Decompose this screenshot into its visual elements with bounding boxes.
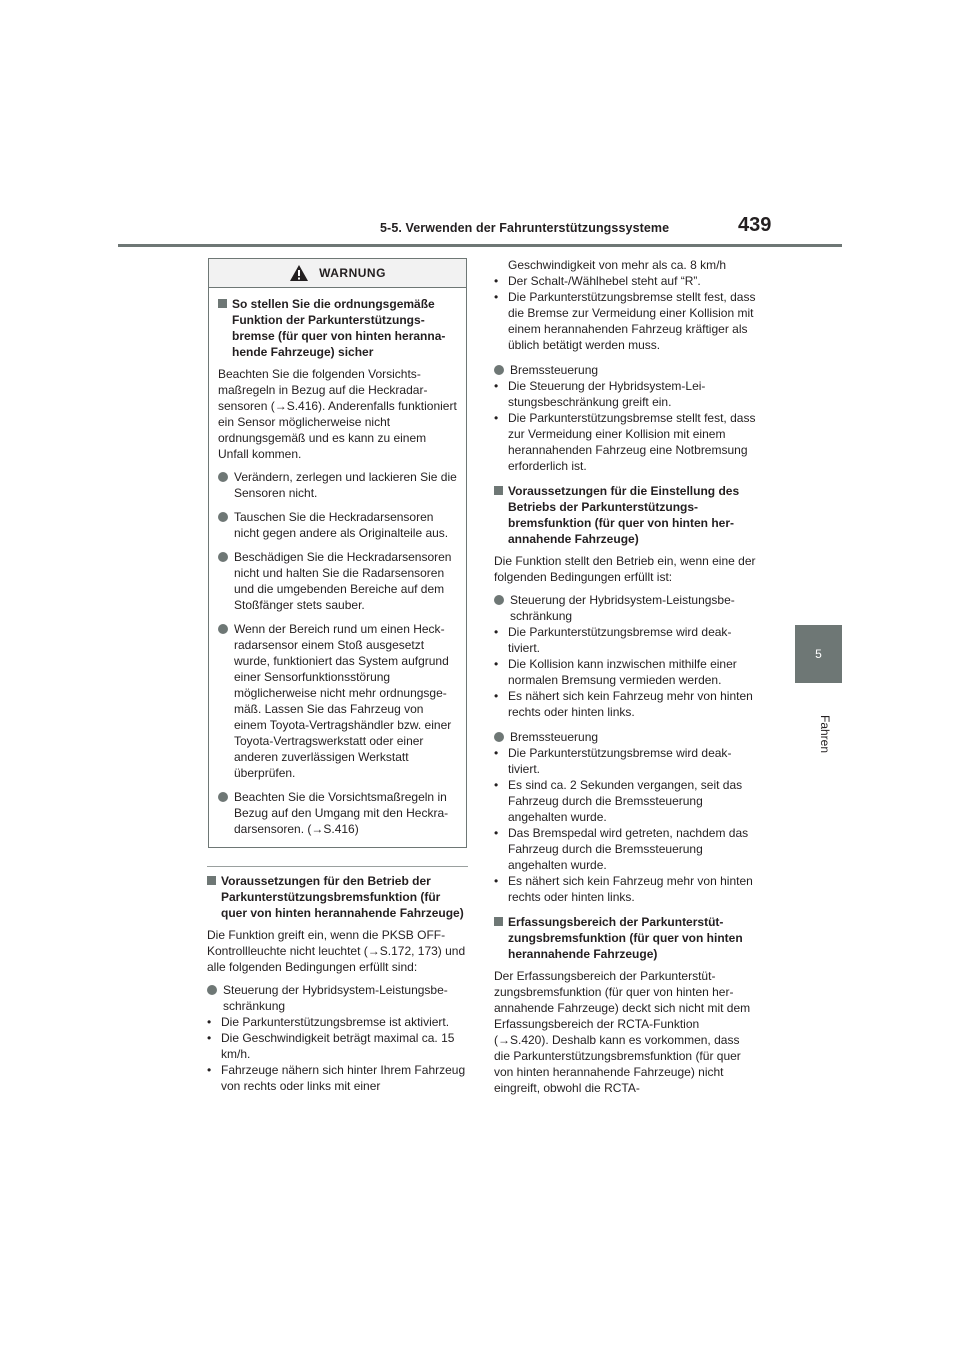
list-item: • Die Parkunterstützungsbremse wird deaktiviert. [494, 624, 756, 656]
list-item: • Die Kollision kann inzwischen mithilfe einer normalen Bremsung vermieden werden. [494, 656, 756, 688]
list-item-text: Es sind ca. 2 Sekunden vergangen, seit das Fahrzeug durch die Bremssteuerung angehalten wurde. [508, 778, 743, 824]
warning-heading-text: So stellen Sie die ordnungsgemäße Funktion der Parkunterstützungsbremse (für quer von hinten herannahende Fahrzeuge) sicher [232, 297, 446, 359]
warning-heading [218, 296, 457, 360]
list-item-text: Die Geschwindigkeit beträgt maximal ca. 15 km/h. [221, 1031, 455, 1061]
list-item-text: Die Parkunterstützungsbremse wird deaktiviert. [508, 625, 732, 655]
list-item [494, 257, 756, 273]
warning-bullet-text: Verändern, zerlegen und lackieren Sie die Sensoren nicht. [234, 470, 457, 500]
right-bullet-text: Bremssteuerung [510, 363, 599, 377]
warning-title: WARNUNG [319, 266, 386, 280]
circle-bullet-icon [494, 365, 504, 375]
right-items [494, 624, 756, 720]
square-bullet-icon [494, 917, 503, 926]
section-divider [207, 866, 468, 867]
circle-bullet-icon [494, 595, 504, 605]
circle-bullet-icon [494, 732, 504, 742]
list-item-text: Es nähert sich kein Fahrzeug mehr von hinten rechts oder hinten links. [508, 689, 753, 719]
list-item-text: Es nähert sich kein Fahrzeug mehr von hinten rechts oder hinten links. [508, 874, 753, 904]
list-item: • Die Geschwindigkeit beträgt maximal ca. 15 km/h. [207, 1030, 469, 1062]
left-intro: Die Funktion greift ein, wenn die PKSB OFF-Kontrollleuchte nicht leuchtet (→S.172, 173) und alle folgenden Bedingungen erfüllt sind: [207, 928, 466, 974]
square-bullet-icon [207, 876, 216, 885]
section-title: 5-5. Verwenden der Fahrunterstützungssysteme [380, 221, 670, 235]
left-column [207, 873, 469, 1103]
circle-bullet-icon [218, 624, 228, 634]
list-item-text: Die Kollision kann inzwischen mithilfe einer normalen Bremsung vermieden werden. [508, 657, 737, 687]
warning-body [209, 288, 466, 837]
warning-bullet [218, 789, 457, 837]
chapter-tab [795, 625, 842, 683]
list-item: • Die Parkunterstützungsbremse stellt fest, dass die Bremse zur Vermeidung einer Kollision mit einem herannahenden Fahrzeug kräftiger als üblich betätigt werden muss. [494, 290, 756, 352]
left-items [207, 1014, 469, 1094]
circle-bullet-icon [218, 512, 228, 522]
chapter-number: 5 [815, 647, 822, 661]
list-item-text: Fahrzeuge nähern sich hinter Ihrem Fahrzeug von rechts oder links mit einer [221, 1063, 466, 1093]
right-bullet [494, 592, 756, 624]
list-item-text: Der Schalt-/Wählhebel steht auf “R”. [508, 274, 701, 288]
square-bullet-icon [494, 486, 503, 495]
chapter-label: Fahren [818, 715, 832, 754]
warning-intro: Beachten Sie die folgenden Vorsichtsmaßregeln in Bezug auf die Heckradarsensoren (→S.416). Anderenfalls funktioniert ein Sensor möglicherweise nicht ordnungsgemäß und es kann zu einem Unfall kommen. [218, 367, 457, 461]
list-item-text: Geschwindigkeit von mehr als ca. 8 km/h [508, 258, 727, 272]
warning-box [208, 258, 467, 848]
right-heading [494, 483, 756, 547]
circle-bullet-icon [218, 552, 228, 562]
list-item: • Das Bremspedal wird getreten, nachdem das Fahrzeug durch die Bremssteuerung angehalten wurde. [494, 825, 756, 873]
page-number: 439 [738, 214, 772, 236]
right-bullet [494, 729, 756, 745]
list-item: • Die Parkunterstützungsbremse stellt fest, dass zur Vermeidung einer Kollision mit einem herannahenden Fahrzeug eine Notbremsung erforderlich ist. [494, 411, 756, 473]
warning-bullet-text: Wenn der Bereich rund um einen Heckradarsensor einem Stoß ausgesetzt wurde, funktioniert das System aufgrund einer Sensorfunktionsstörung möglicherweise nicht mehr ordnungsgemäß. Lassen Sie das Fahrzeug von einem Toyota-Vertragshändler bzw. einer Toyota-Vertragswerkstatt oder einer anderen zuverlässigen Werkstatt überprüfen. [234, 622, 452, 780]
warning-bullet [218, 509, 457, 541]
right-heading [494, 914, 756, 962]
left-heading [207, 873, 469, 921]
left-heading-text: Voraussetzungen für den Betrieb der Parkunterstützungsbremsfunktion (für quer von hinten herannahende Fahrzeuge) [221, 874, 464, 920]
square-bullet-icon [218, 299, 227, 308]
right-heading-text: Erfassungsbereich der Parkunterstützungsbremsfunktion (für quer von hinten herannahende Fahrzeuge) [508, 915, 743, 961]
right-column [494, 257, 756, 1103]
list-item: • Der Schalt-/Wählhebel steht auf “R”. [494, 274, 701, 288]
list-item: • Die Parkunterstützungsbremse ist aktiviert. [207, 1015, 450, 1029]
warning-header [209, 259, 466, 288]
right-bullet-text: Steuerung der Hybridsystem-Leistungsbeschränkung [510, 593, 735, 623]
right-heading-text: Voraussetzungen für die Einstellung des Betriebs der Parkunterstützungsbremsfunktion (für quer von hinten herannahende Fahrzeuge) [508, 484, 740, 546]
warning-bullet [218, 621, 457, 781]
list-item-text: Die Parkunterstützungsbremse stellt fest, dass die Bremse zur Vermeidung einer Kollision mit einem herannahenden Fahrzeug kräftiger als üblich betätigt werden muss. [508, 290, 756, 352]
warning-bullet-text: Beschädigen Sie die Heckradarsensoren nicht und halten Sie die Radarsensoren und die umgebenden Bereiche auf dem Stoßfänger stets sauber. [234, 550, 452, 612]
list-item: • Es sind ca. 2 Sekunden vergangen, seit das Fahrzeug durch die Bremssteuerung angehalten wurde. [494, 777, 756, 825]
warning-bullet-text: Tauschen Sie die Heckradarsensoren nicht gegen andere als Originalteile aus. [234, 510, 449, 540]
list-item: • Die Parkunterstützungsbremse wird deaktiviert. [494, 745, 756, 777]
list-item-text: Die Parkunterstützungsbremse ist aktiviert. [221, 1015, 450, 1029]
header-rule [118, 244, 842, 247]
warning-bullet [218, 469, 457, 501]
list-item-text: Die Parkunterstützungsbremse wird deaktiviert. [508, 746, 732, 776]
right-bullet-text: Bremssteuerung [510, 730, 599, 744]
right-bullet [494, 362, 756, 378]
right-intro: Die Funktion stellt den Betrieb ein, wenn eine der folgenden Bedingungen erfüllt ist: [494, 554, 756, 584]
list-item-text: Die Steuerung der Hybridsystem-Leistungsbeschränkung greift ein. [508, 379, 706, 409]
left-bullet-text: Steuerung der Hybridsystem-Leistungsbeschränkung [223, 983, 448, 1013]
circle-bullet-icon [218, 792, 228, 802]
warning-bullet [218, 549, 457, 613]
warning-bullet-text: Beachten Sie die Vorsichtsmaßregeln in Bezug auf den Umgang mit den Heckradarsensoren. (→S.416) [234, 790, 449, 836]
right-paragraph: Der Erfassungsbereich der Parkunterstützungsbremsfunktion (für quer von hinten herannahende Fahrzeuge) deckt sich nicht mit dem Erfassungsbereich der RCTA-Funktion (→S.420). Deshalb kann es vorkommen, dass die Parkunterstützungsbremsfunktion (für quer von hinten herannahende Fahrzeuge) nicht eingreift, obwohl die RCTA- [494, 969, 751, 1095]
warning-triangle-icon [289, 264, 309, 282]
circle-bullet-icon [207, 985, 217, 995]
list-item: • Es nähert sich kein Fahrzeug mehr von hinten rechts oder hinten links. [494, 873, 756, 905]
list-item-text: Die Parkunterstützungsbremse stellt fest, dass zur Vermeidung einer Kollision mit einem herannahenden Fahrzeug eine Notbremsung erforderlich ist. [508, 411, 756, 473]
circle-bullet-icon [218, 472, 228, 482]
right-items [494, 378, 756, 474]
list-item: • Fahrzeuge nähern sich hinter Ihrem Fahrzeug von rechts oder links mit einer [207, 1062, 469, 1094]
left-bullet [207, 982, 469, 1014]
list-item: • Es nähert sich kein Fahrzeug mehr von hinten rechts oder hinten links. [494, 688, 756, 720]
continued-items [494, 257, 756, 353]
list-item-text: Das Bremspedal wird getreten, nachdem das Fahrzeug durch die Bremssteuerung angehalten wurde. [508, 826, 749, 872]
list-item: • Die Steuerung der Hybridsystem-Leistungsbeschränkung greift ein. [494, 378, 756, 410]
right-items [494, 745, 756, 905]
